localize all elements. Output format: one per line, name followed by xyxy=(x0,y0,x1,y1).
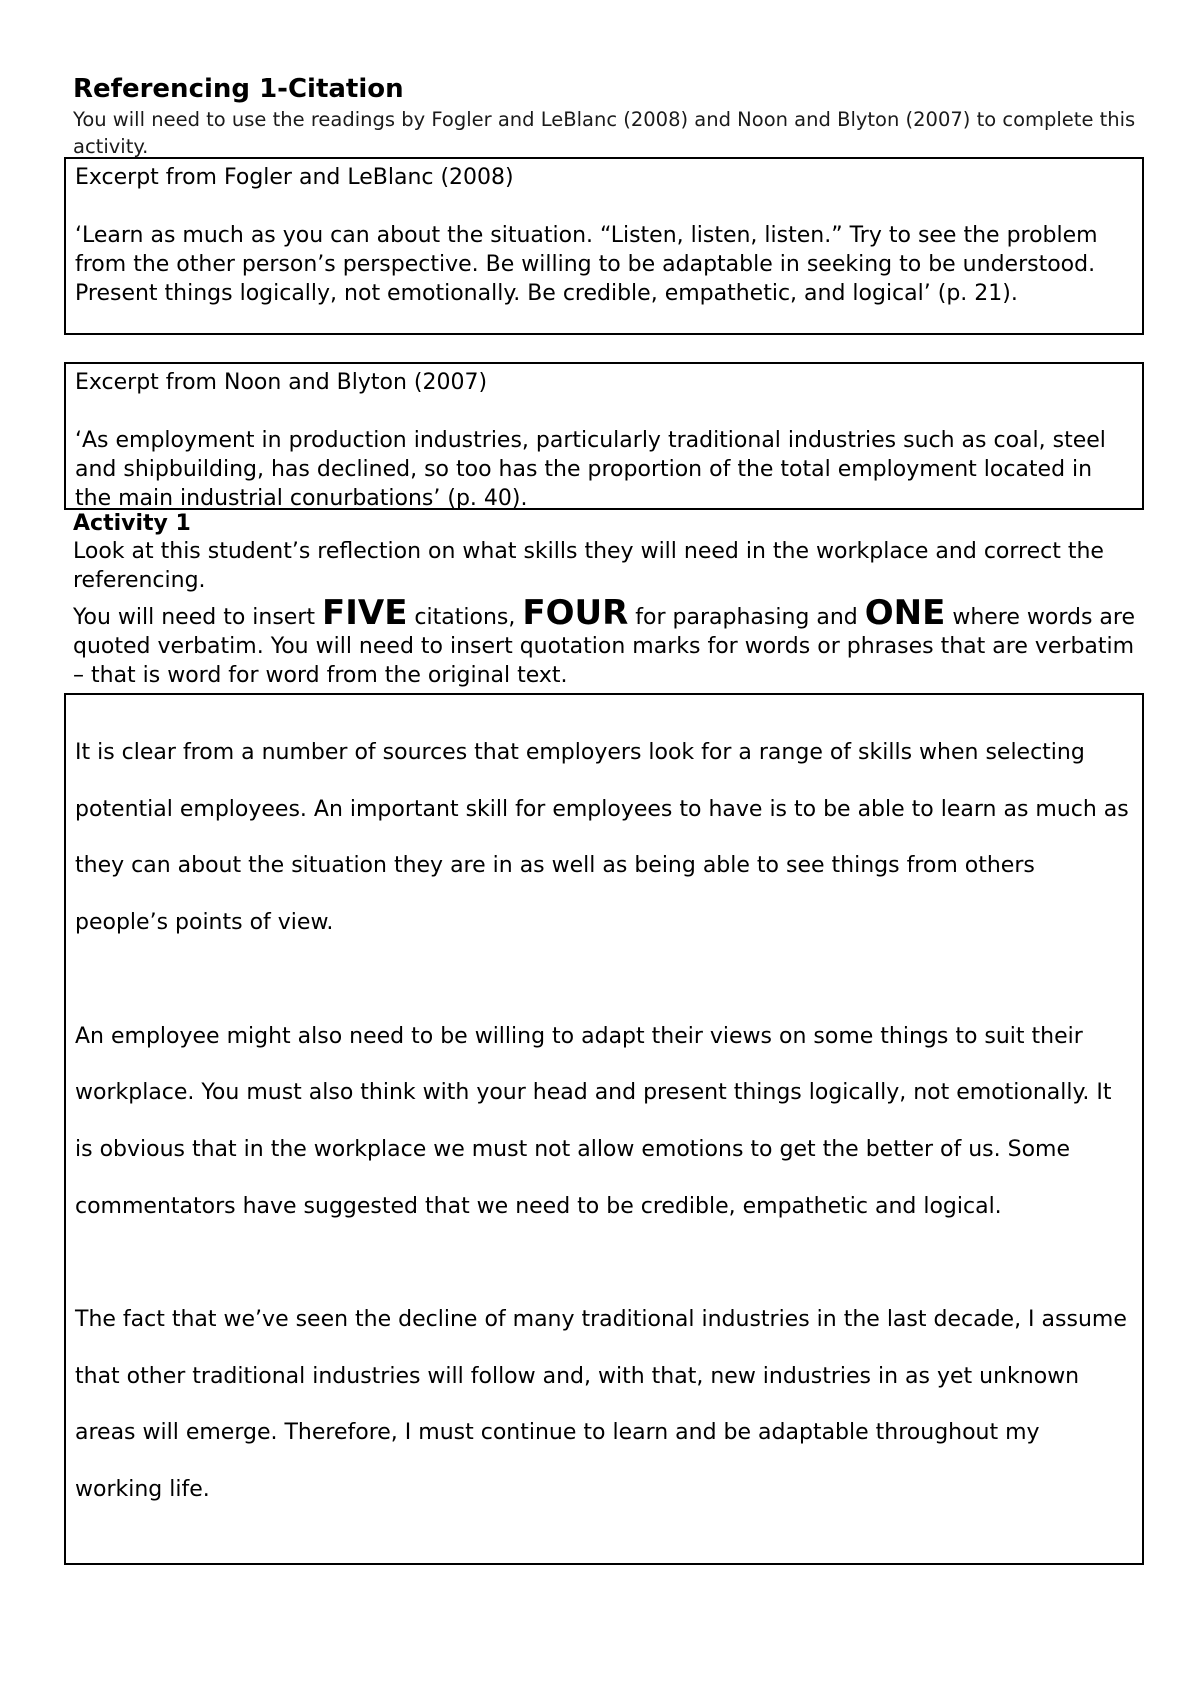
task-emphasis-one: ONE xyxy=(864,593,946,633)
excerpt-fogler-leblanc-box xyxy=(64,157,1144,335)
excerpt-quote: ‘Learn as much as you can about the situation. “Listen, listen, listen.” Try to see the problem from the other person’s perspective. Be willing to be adaptable in seeking to be understood. Present things logically, not emotionally. Be credible, empathetic, and logical’ (p. 21). xyxy=(75,223,1098,306)
task-text: for paraphasing and xyxy=(628,605,865,630)
reflection-paragraph: An employee might also need to be willing to adapt their views on some things to suit their workplace. You must also think with your head and present things logically, not emotionally. It is obvious that in the workplace we must not allow emotions to get the better of us. Some commentators have suggested that we need to be credible, empathetic and logical. xyxy=(75,1023,1112,1219)
document-title: Referencing 1-Citation xyxy=(73,74,404,104)
activity-task xyxy=(73,593,1148,690)
activity-section xyxy=(73,510,1148,690)
activity-instruction: Look at this student’s reflection on what skills they will need in the workplace and correct the referencing. xyxy=(73,539,1104,593)
task-text: where words are quoted verbatim. You will need to insert quotation marks for words or phrases that are verbatim – that is word for word from the original text. xyxy=(73,605,1135,688)
excerpt-heading: Excerpt from Fogler and LeBlanc (2008) xyxy=(75,165,514,190)
task-emphasis-four: FOUR xyxy=(522,593,629,633)
task-text: citations, xyxy=(407,605,523,630)
excerpt-quote: ‘As employment in production industries, particularly traditional industries such as coal, steel and shipbuilding, has declined, so too has the proportion of the total employment located in the main industrial conurbations’ (p. 40). xyxy=(75,428,1106,511)
excerpt-noon-blyton-box xyxy=(64,362,1144,510)
intro-text: You will need to use the readings by Fogler and LeBlanc (2008) and Noon and Blyton (2007) to complete this activity. xyxy=(73,108,1136,158)
reflection-paragraph: It is clear from a number of sources that employers look for a range of skills when selecting potential employees. An important skill for employees to have is to be able to learn as much as they can about the situation they are in as well as being able to see things from others people’s points of view. xyxy=(75,740,1129,936)
student-reflection-box xyxy=(64,693,1144,1565)
excerpt-heading: Excerpt from Noon and Blyton (2007) xyxy=(75,370,488,395)
reflection-paragraph: The fact that we’ve seen the decline of many traditional industries in the last decade, I assume that other traditional industries will follow and, with that, new industries in as yet unknown areas will emerge. Therefore, I must continue to learn and be adaptable throughout my working life. xyxy=(75,1307,1127,1503)
activity-title: Activity 1 xyxy=(73,511,191,536)
task-emphasis-five: FIVE xyxy=(322,593,408,633)
task-text: You will need to insert xyxy=(73,605,323,630)
